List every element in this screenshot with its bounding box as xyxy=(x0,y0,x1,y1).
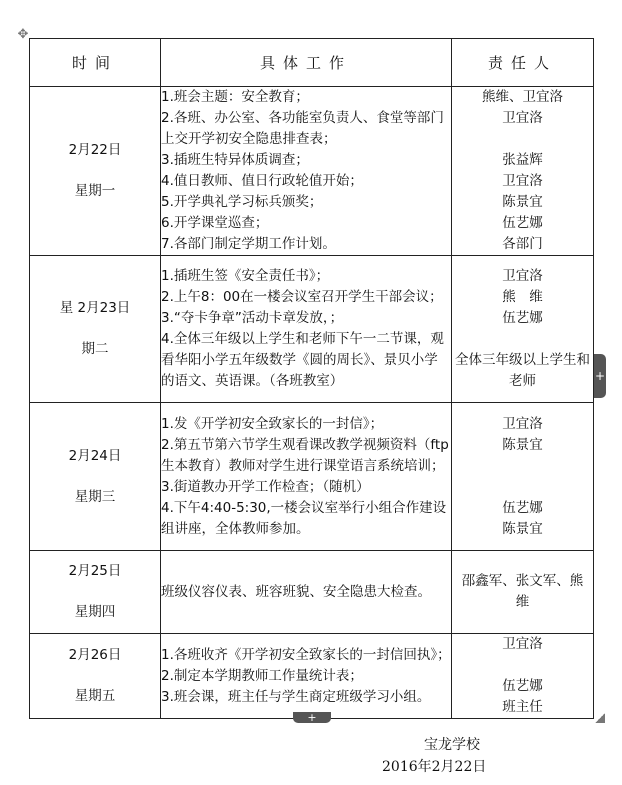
date: 2月24日 xyxy=(68,447,122,464)
header-time: 时间 xyxy=(30,39,161,87)
header-row xyxy=(30,39,594,87)
task-item: 2.第五节第六节学生观看课改教学视频资料（ftp生本教育）教师对学生进行课堂语言系统培训； xyxy=(161,436,449,474)
responsible-name: 伍艺娜 xyxy=(502,215,543,231)
date: 2月25日 xyxy=(68,563,122,579)
tasks-cell xyxy=(161,87,452,256)
task-item: 7.各部门制定学期工作计划。 xyxy=(161,236,336,252)
responsible-name: 陈景宜 xyxy=(502,520,543,537)
date-cell xyxy=(30,256,161,403)
task-item: 班级仪容仪表、班容班貌、安全隐患大检查。 xyxy=(161,583,431,600)
schedule-table xyxy=(29,38,597,719)
add-column-button[interactable] xyxy=(594,354,606,398)
date: 2月22日 xyxy=(68,142,122,158)
add-row-button[interactable] xyxy=(293,712,331,723)
task-item: 6.开学课堂巡查； xyxy=(161,215,269,231)
task-item: 1.插班生签《安全责任书》； xyxy=(161,268,330,284)
table-row xyxy=(30,634,594,719)
responsible-name: 邵鑫军、张文军、熊 维 xyxy=(461,573,597,610)
date: 2月26日 xyxy=(68,647,122,663)
task-item: 4.值日教师、值日行政轮值开始； xyxy=(161,173,363,189)
responsible-name: 张益辉 xyxy=(502,152,543,168)
responsible-name: 卫宜洛 xyxy=(502,268,543,284)
table-row xyxy=(30,87,594,256)
weekday: 星期四 xyxy=(74,604,116,620)
tasks-cell xyxy=(161,256,452,403)
task-item: 2.各班、办公室、各功能室负责人、食堂等部门上交开学初安全隐患排查表； xyxy=(161,110,444,147)
weekday: 星期五 xyxy=(74,688,116,704)
task-item: 4.全体三年级以上学生和老师下午一二节课，观看华阳小学五年级数学《圆的周长》、景贝小学的语文、英语课。（各班教室） xyxy=(161,331,444,389)
header-work: 具体工作 xyxy=(161,39,452,87)
responsible-name: 各部门 xyxy=(502,236,543,252)
date-cell xyxy=(30,87,161,256)
task-item: 1.各班收齐《开学初安全致家长的一封信回执》； xyxy=(161,646,451,663)
responsible-name: 班主任 xyxy=(502,699,543,715)
responsible-name: 陈景宜 xyxy=(502,194,543,210)
responsible-name: 全体三年级以上学生和老师 xyxy=(455,352,590,389)
header-responsible: 责任人 xyxy=(452,39,594,87)
responsible-name: 熊维、卫宜洛 xyxy=(482,89,563,105)
plus-icon: + xyxy=(594,369,606,383)
date: 星 2月23日 xyxy=(59,300,131,316)
task-item: 1.班会主题：安全教育； xyxy=(161,89,309,105)
task-item: 3.街道教办开学工作检查；（随机） xyxy=(161,478,370,495)
responsible-cell xyxy=(452,634,594,719)
table-row xyxy=(30,551,594,634)
task-item: 2.上午8：00在一楼会议室召开学生干部会议； xyxy=(161,289,443,305)
weekday: 星期三 xyxy=(74,488,116,505)
table-row xyxy=(30,256,594,403)
date-cell xyxy=(30,551,161,634)
task-item: 3.插班生特异体质调查； xyxy=(161,152,309,168)
signature-school: 宝龙学校 xyxy=(424,737,480,753)
tasks-cell xyxy=(161,551,452,634)
responsible-name: 伍艺娜 xyxy=(502,499,543,516)
task-item: 5.开学典礼学习标兵颁奖； xyxy=(161,194,323,210)
responsible-name: 陈景宜 xyxy=(502,436,543,453)
responsible-name: 卫宜洛 xyxy=(502,173,543,189)
responsible-cell xyxy=(452,551,597,634)
task-item: 4.下午4:40-5:30,一楼会议室举行小组合作建设组讲座，全体教师参加。 xyxy=(161,499,447,537)
task-item: 2.制定本学期教师工作量统计表； xyxy=(161,667,363,684)
tasks-cell xyxy=(161,634,452,719)
plus-icon: + xyxy=(307,711,317,724)
responsible-name: 卫宜洛 xyxy=(502,636,543,652)
tasks-cell xyxy=(161,403,452,551)
responsible-cell xyxy=(452,256,594,403)
responsible-name: 伍艺娜 xyxy=(502,310,543,326)
weekday: 星期一 xyxy=(74,183,116,199)
responsible-name: 熊 维 xyxy=(502,289,543,305)
responsible-cell xyxy=(452,87,594,256)
responsible-name: 卫宜洛 xyxy=(502,110,543,126)
responsible-cell xyxy=(452,403,594,551)
table-move-icon[interactable]: ✥ xyxy=(17,27,29,42)
task-item: 1.发《开学初安全致家长的一封信》； xyxy=(161,415,384,432)
task-item: 3.“夺卡争章”活动卡章发放，； xyxy=(161,310,344,326)
responsible-name: 伍艺娜 xyxy=(502,678,543,694)
resize-corner-icon[interactable] xyxy=(595,713,605,723)
date-cell xyxy=(30,634,161,719)
date-cell xyxy=(30,403,161,551)
responsible-name: 卫宜洛 xyxy=(502,415,543,432)
task-item: 3.班会课，班主任与学生商定班级学习小组。 xyxy=(161,688,431,705)
table-row xyxy=(30,403,594,551)
signature-date: 2016年2月22日 xyxy=(382,759,487,775)
weekday: 期二 xyxy=(81,341,109,357)
